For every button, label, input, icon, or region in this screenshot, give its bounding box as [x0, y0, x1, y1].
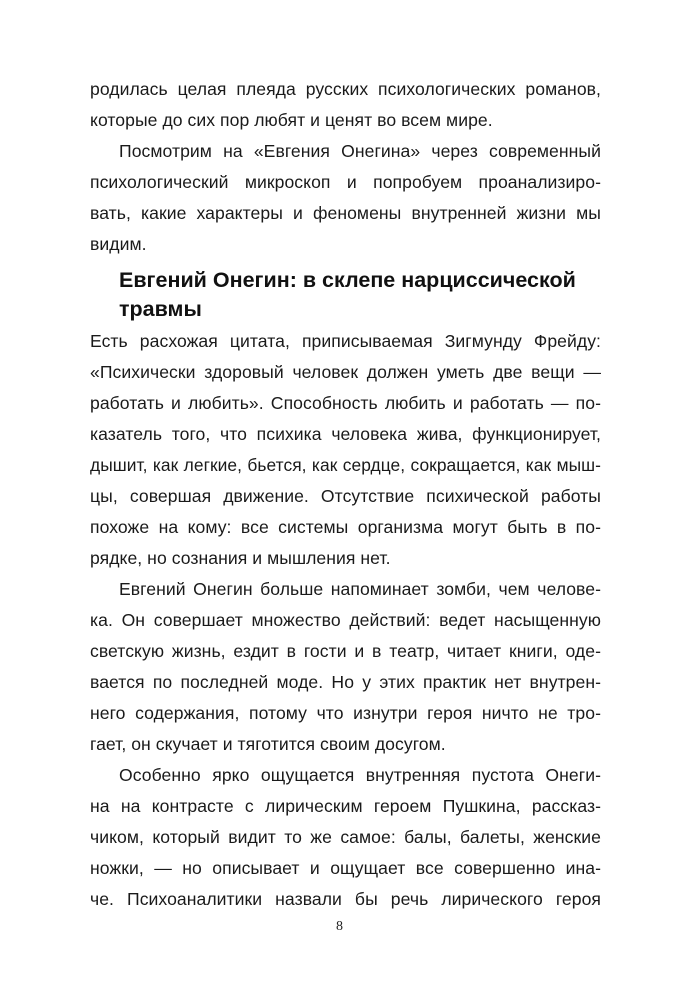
text-line: ка. Он совершает множество действий: ведет насыщенную — [90, 610, 601, 630]
text-line: него содержания, потому что изнутри героя ничто не тро- — [90, 703, 601, 723]
text-line: дышит, как легкие, бьется, как сердце, сокращается, как мыш- — [90, 455, 601, 475]
section-heading-line: травмы — [119, 297, 202, 321]
text-line: вается по последней моде. Но у этих практик нет внутрен- — [90, 672, 601, 692]
text-line: на на контрасте с лирическим героем Пушкина, рассказ- — [90, 796, 601, 816]
text-line: работать и любить». Способность любить и работать — по- — [90, 393, 601, 413]
text-line: светскую жизнь, ездит в гости и в театр, читает книги, оде- — [90, 641, 601, 661]
text-line: рядке, но сознания и мышления нет. — [90, 548, 391, 568]
text-line: Есть расхожая цитата, приписываемая Зигмунду Фрейду: — [90, 331, 601, 351]
text-line: Евгений Онегин больше напоминает зомби, чем челове- — [119, 579, 601, 599]
text-line: цы, совершая движение. Отсутствие психической работы — [90, 486, 601, 506]
page-number: 8 — [336, 919, 343, 934]
text-line: казатель того, что психика человека жива, функционирует, — [90, 424, 601, 444]
text-line: психологический микроскоп и попробуем проанализиро- — [90, 172, 601, 192]
text-line: видим. — [90, 234, 147, 254]
text-line: ножки, — но описывает и ощущает все совершенно ина- — [90, 858, 601, 878]
text-line: Посмотрим на «Евгения Онегина» через современный — [119, 141, 601, 161]
text-line: вать, какие характеры и феномены внутренней жизни мы — [90, 203, 601, 223]
text-line: гает, он скучает и тяготится своим досугом. — [90, 734, 446, 754]
section-heading-line: Евгений Онегин: в склепе нарциссической — [119, 268, 576, 292]
text-line: чиком, который видит то же самое: балы, балеты, женские — [90, 827, 601, 847]
text-line: родилась целая плеяда русских психологических романов, — [90, 79, 601, 99]
text-line: «Психически здоровый человек должен уметь две вещи — — [90, 362, 601, 382]
text-line: похоже на кому: все системы организма могут быть в по- — [90, 517, 601, 537]
text-line: Особенно ярко ощущается внутренняя пустота Онеги- — [119, 765, 601, 785]
text-line: че. Психоаналитики назвали бы речь лирического героя — [90, 889, 601, 909]
text-line: которые до сих пор любят и ценят во всем мире. — [90, 110, 493, 130]
